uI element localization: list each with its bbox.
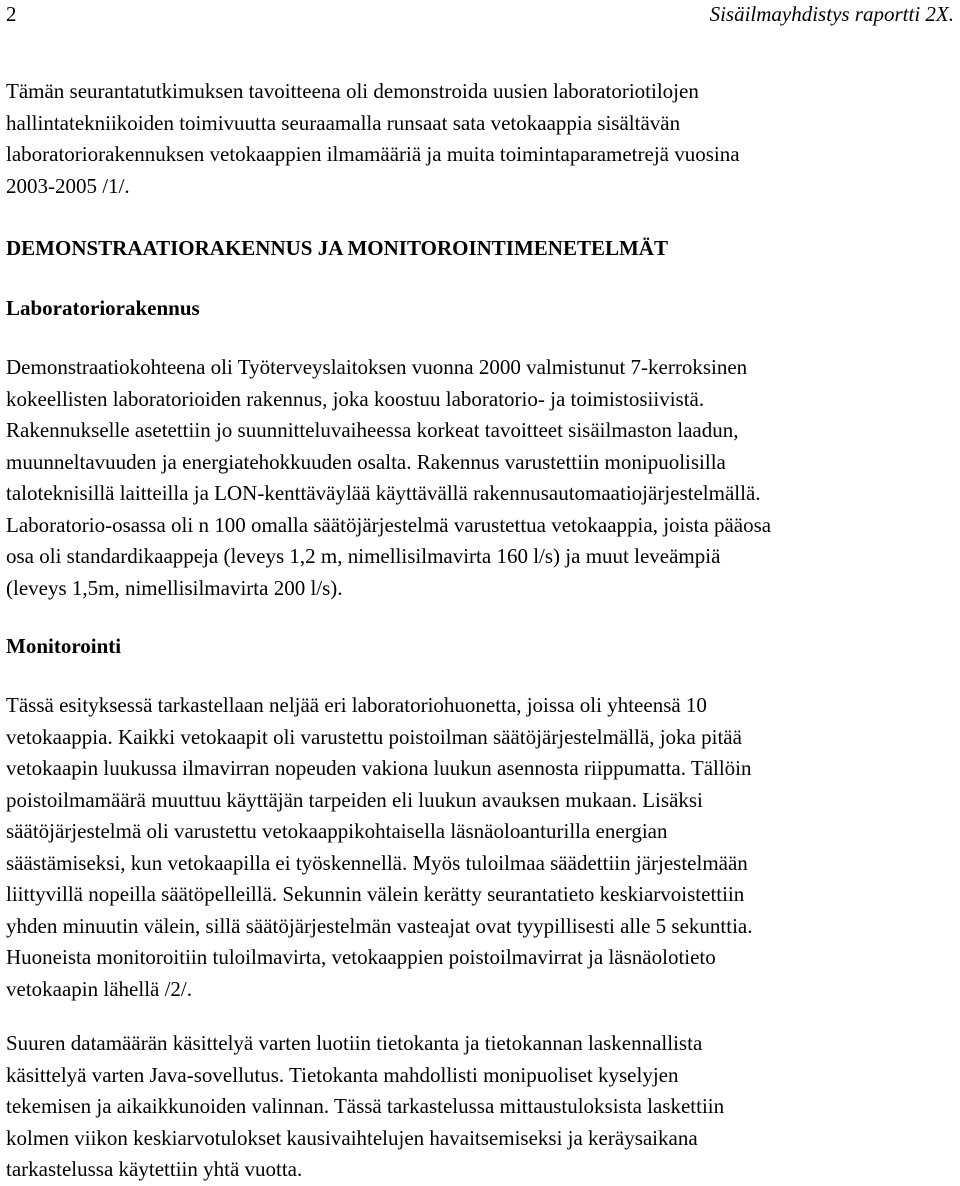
page-number: 2 <box>6 2 17 26</box>
building-line: (leveys 1,5m, nimellisilmavirta 200 l/s). <box>6 575 343 600</box>
monitoring-line: vetokaapin luukussa ilmavirran nopeuden vakiona luukun asennosta riippumatta. Tällöin <box>6 756 752 780</box>
building-line: muunneltavuuden ja energiatehokkuuden osalta. Rakennus varustettiin monipuolisilla <box>6 449 726 474</box>
monitoring-line: liittyvillä nopeilla säätöpelleillä. Sekunnin välein kerätty seurantatieto keskiarvoistettiin <box>6 882 745 906</box>
subsection-heading-monitoring: Monitorointi <box>6 634 122 658</box>
page-header <box>6 0 954 40</box>
monitoring-line: käsittelyä varten Java-sovellutus. Tietokanta mahdollisti monipuoliset kyselyjen <box>6 1062 679 1087</box>
monitoring-line: säätöjärjestelmä oli varustettu vetokaappikohtaisella läsnäoloanturilla energian <box>6 819 668 843</box>
building-line: osa oli standardikaappeja (leveys 1,2 m, nimellisilmavirta 160 l/s) ja muut leveämpiä <box>6 544 721 568</box>
building-paragraph <box>6 352 771 604</box>
monitoring-line: vetokaapin lähellä /2/. <box>6 976 193 1001</box>
monitoring-line: kolmen viikon keskiarvotulokset kausivaihtelujen havaitsemiseksi ja keräysaikana <box>6 1125 698 1150</box>
subsection-heading-building: Laboratoriorakennus <box>6 296 200 320</box>
building-line: Laboratorio-osassa oli n 100 omalla säätöjärjestelmä varustettua vetokaappia, joista pääosa <box>6 512 772 537</box>
monitoring-line: Tässä esityksessä tarkastellaan neljää eri laboratoriohuonetta, joissa oli yhteensä 10 <box>6 693 707 717</box>
monitoring-line: vetokaappia. Kaikki vetokaapit oli varustettu poistoilman säätöjärjestelmällä, joka pitää <box>6 724 742 749</box>
document-page <box>6 0 954 1181</box>
building-line: kokeellisten laboratorioiden rakennus, joka koostuu laboratorio- ja toimistosiivistä. <box>6 386 705 411</box>
intro-line: 2003-2005 /1/. <box>6 173 130 198</box>
section-heading-main: DEMONSTRAATIORAKENNUS JA MONITOROINTIMENETELMÄT <box>6 236 668 260</box>
monitoring-paragraph-2 <box>6 1028 724 1186</box>
monitoring-line: säästämiseksi, kun vetokaapilla ei työskennellä. Myös tuloilmaa säädettiin järjestelmään <box>6 850 748 875</box>
monitoring-line: yhden minuutin välein, sillä säätöjärjestelmän vasteajat ovat tyypillisesti alle 5 sekunttia. <box>6 913 753 938</box>
monitoring-line: tekemisen ja aikaikkunoiden valinnan. Tässä tarkastelussa mittaustuloksista laskettiin <box>6 1094 725 1118</box>
monitoring-line: Huoneista monitoroitiin tuloilmavirta, vetokaappien poistoilmavirrat ja läsnäolotieto <box>6 945 716 969</box>
intro-line: hallintatekniikoiden toimivuutta seuraamalla runsaat sata vetokaappia sisältävän <box>6 110 681 135</box>
monitoring-line: Suuren datamäärän käsittelyä varten luotiin tietokanta ja tietokannan laskennallista <box>6 1031 703 1055</box>
intro-paragraph <box>6 76 740 202</box>
intro-line: laboratoriorakennuksen vetokaappien ilmamääriä ja muita toimintaparametrejä vuosina <box>6 142 740 166</box>
building-line: Rakennukselle asetettiin jo suunnitteluvaiheessa korkeat tavoitteet sisäilmaston laadun, <box>6 418 739 442</box>
building-line: taloteknisillä laitteilla ja LON-kenttäväylää käyttävällä rakennusautomaatiojärjestelmällä. <box>6 481 761 505</box>
running-title: Sisäilmayhdistys raportti 2X. <box>709 2 954 26</box>
monitoring-line: poistoilmamäärä muuttuu käyttäjän tarpeiden eli luukun avauksen mukaan. Lisäksi <box>6 787 703 812</box>
building-line: Demonstraatiokohteena oli Työterveyslaitoksen vuonna 2000 valmistunut 7-kerroksinen <box>6 355 748 379</box>
monitoring-line: tarkastelussa käytettiin yhtä vuotta. <box>6 1157 303 1181</box>
intro-line: Tämän seurantatutkimuksen tavoitteena oli demonstroida uusien laboratoriotilojen <box>6 79 699 103</box>
monitoring-paragraph-1 <box>6 690 752 1005</box>
